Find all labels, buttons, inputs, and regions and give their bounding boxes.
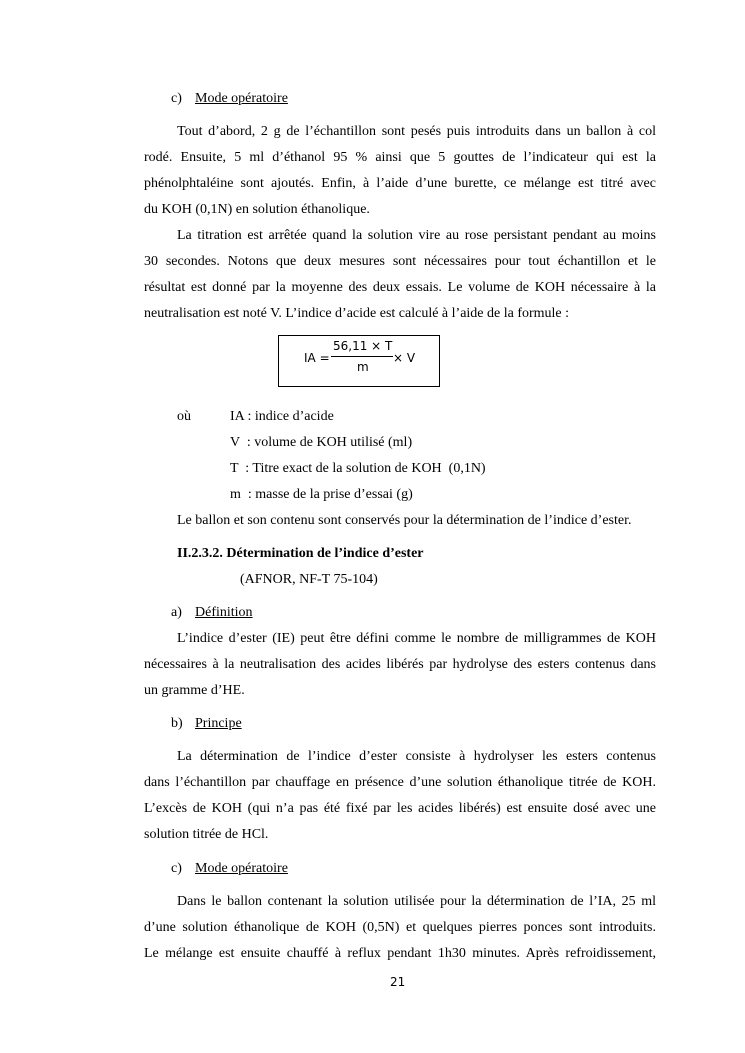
section-c2-title: Mode opératoire: [195, 861, 288, 876]
formula-lhs: IA =: [304, 351, 330, 365]
formula-box: [278, 335, 440, 387]
where-item: V : volume de KOH utilisé (ml): [230, 435, 413, 450]
para2-line: neutralisation est noté V. L’indice d’acide est calculé à l’aide de la formule :: [144, 306, 570, 321]
section-b-title: Principe: [195, 716, 242, 731]
para2-line: La titration est arrêtée quand la solution vire au rose persistant pendant au moins: [177, 228, 656, 243]
section-a-marker: a): [171, 605, 182, 620]
section-heading: II.2.3.2. Détermination de l’indice d’ester: [177, 546, 424, 561]
principle-line: solution titrée de HCl.: [144, 827, 269, 842]
definition-line: nécessaires à la neutralisation des acides libérés par hydrolyse des esters contenus dans: [144, 657, 656, 672]
principle-line: L’excès de KOH (qui n’a pas été fixé par les acides libérés) est ensuite dosé avec une: [144, 801, 656, 816]
section-b-marker: b): [171, 716, 183, 731]
where-label: où: [177, 409, 191, 424]
formula-rhs: × V: [393, 351, 416, 365]
definition-line: L’indice d’ester (IE) peut être défini comme le nombre de milligrammes de KOH: [177, 631, 656, 646]
para1-line: phénolphtaléine sont ajoutés. Enfin, à l’aide d’une burette, ce mélange est titré avec: [144, 176, 656, 191]
section-c2-marker: c): [171, 861, 182, 876]
conservation-text: Le ballon et son contenu sont conservés pour la détermination de l’indice d’ester.: [177, 513, 632, 528]
section-c1-title: Mode opératoire: [195, 91, 288, 106]
where-item: m : masse de la prise d’essai (g): [230, 487, 413, 502]
definition-line: un gramme d’HE.: [144, 683, 245, 698]
para1-line: Tout d’abord, 2 g de l’échantillon sont pesés puis introduits dans un ballon à col: [177, 124, 656, 139]
principle-line: dans l’échantillon par chauffage en présence d’une solution éthanolique titrée de KOH.: [144, 775, 656, 790]
para2-line: résultat est donné par la moyenne des deux essais. Le volume de KOH nécessaire à la: [144, 280, 656, 295]
section-reference: (AFNOR, NF-T 75-104): [240, 572, 378, 587]
where-item: IA : indice d’acide: [230, 409, 334, 424]
section-c1-marker: c): [171, 91, 182, 106]
procedure-line: Le mélange est ensuite chauffé à reflux pendant 1h30 minutes. Après refroidissement,: [144, 946, 656, 961]
section-a-title: Définition: [195, 605, 253, 620]
formula-denominator: m: [357, 360, 369, 374]
page-number: 21: [390, 975, 406, 989]
para1-line: du KOH (0,1N) en solution éthanolique.: [144, 202, 370, 217]
para2-line: 30 secondes. Notons que deux mesures sont nécessaires pour tout échantillon et le: [144, 254, 656, 269]
procedure-line: d’une solution éthanolique de KOH (0,5N) et quelques pierres ponces sont introduits.: [144, 920, 656, 935]
where-item: T : Titre exact de la solution de KOH (0,1N): [230, 461, 486, 476]
procedure-line: Dans le ballon contenant la solution utilisée pour la détermination de l’IA, 25 ml: [177, 894, 656, 909]
para1-line: rodé. Ensuite, 5 ml d’éthanol 95 % ainsi que 5 gouttes de l’indicateur qui est la: [144, 150, 656, 165]
formula-numerator: 56,11 × T: [333, 339, 393, 353]
formula-fraction-bar: [331, 356, 393, 357]
principle-line: La détermination de l’indice d’ester consiste à hydrolyser les esters contenus: [177, 749, 656, 764]
